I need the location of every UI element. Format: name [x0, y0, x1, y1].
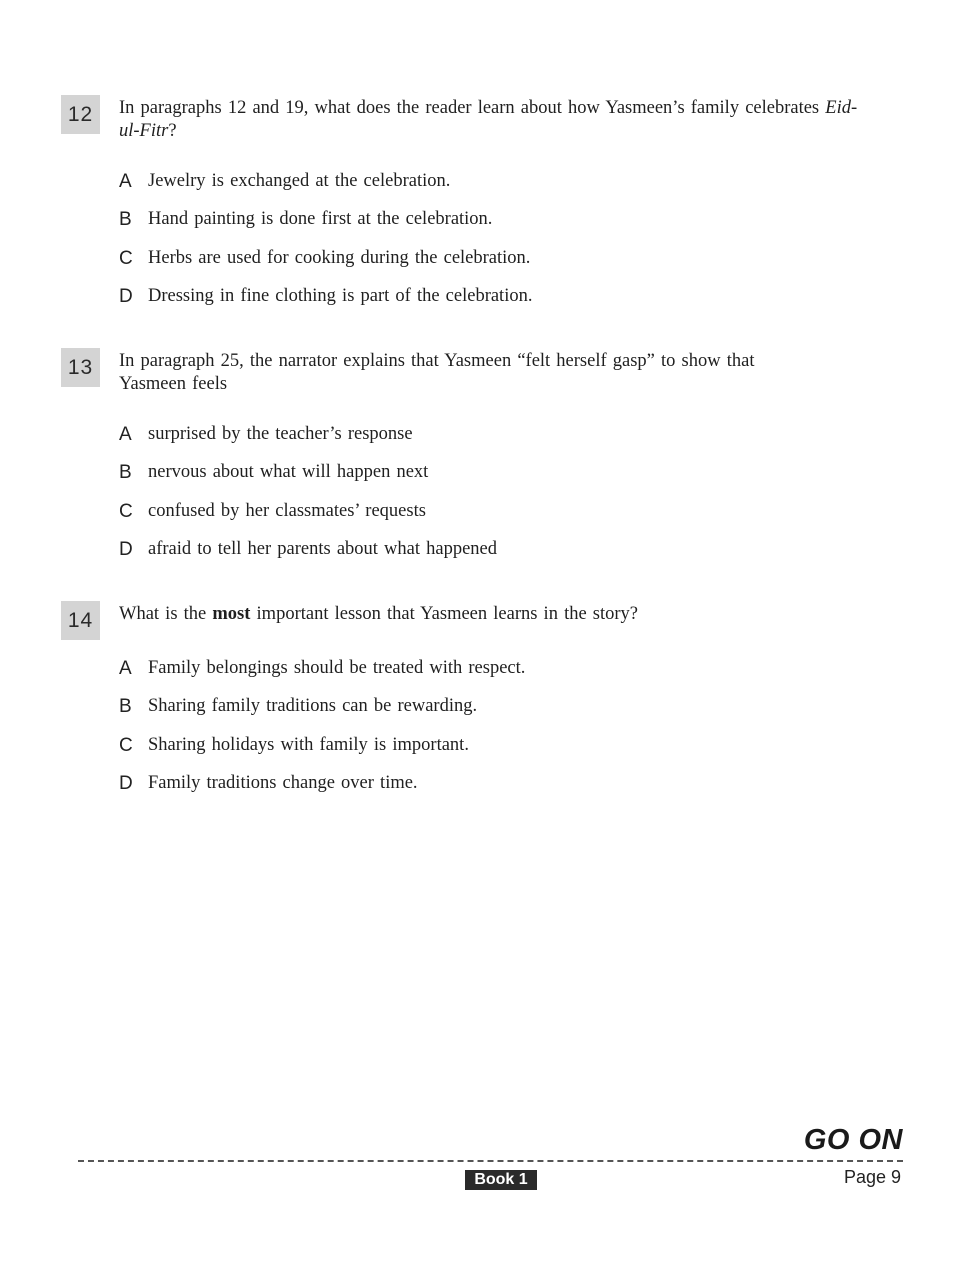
choice-text: Herbs are used for cooking during the celebration.	[148, 247, 531, 268]
choice-text: confused by her classmates’ requests	[148, 500, 426, 521]
book-label: Book 1	[465, 1170, 537, 1190]
choice-text: Hand painting is done first at the celebration.	[148, 209, 493, 230]
choice-letter: A	[119, 171, 132, 192]
choice-letter: A	[119, 424, 132, 445]
choice-letter: C	[119, 500, 133, 522]
answer-choices	[119, 170, 532, 323]
choice-letter: B	[119, 209, 132, 231]
stem-bold-text: most	[212, 604, 251, 624]
choice-letter: D	[119, 538, 133, 560]
answer-choices	[119, 423, 497, 576]
page-number: Page 9	[843, 1167, 901, 1187]
answer-choice-c[interactable]	[119, 734, 525, 772]
answer-choice-b[interactable]	[119, 461, 497, 499]
answer-choice-b[interactable]	[119, 208, 532, 246]
answer-choice-b[interactable]	[119, 695, 525, 733]
stem-text: In paragraphs 12 and 19, what does the reader learn about how Yasmeen’s family celebrates	[119, 98, 826, 118]
answer-choice-a[interactable]	[119, 423, 497, 461]
choice-letter: C	[119, 247, 133, 269]
answer-choice-c[interactable]	[119, 247, 532, 285]
question-stem	[119, 603, 864, 626]
answer-choice-d[interactable]	[119, 285, 532, 323]
choice-letter: C	[119, 734, 133, 756]
choice-text: surprised by the teacher’s response	[148, 424, 413, 444]
answer-choice-d[interactable]	[119, 538, 497, 576]
answer-choice-d[interactable]	[119, 772, 525, 810]
stem-italic-text: Eid-ul-Fitr	[119, 98, 858, 141]
choice-letter: B	[119, 462, 132, 484]
choice-letter: D	[119, 285, 133, 307]
question-number: 13	[61, 348, 100, 387]
answer-choice-a[interactable]	[119, 170, 532, 208]
answer-choice-c[interactable]	[119, 500, 497, 538]
answer-choice-a[interactable]	[119, 657, 525, 695]
choice-letter: B	[119, 696, 132, 718]
go-on-label: GO ON	[803, 1124, 903, 1156]
stem-text-end: important lesson that Yasmeen learns in the story?	[250, 604, 639, 624]
stem-text: What is the	[119, 604, 213, 624]
choice-text: Jewelry is exchanged at the celebration.	[148, 171, 451, 191]
choice-text: Sharing family traditions can be rewarding.	[148, 696, 478, 717]
question-number: 12	[61, 95, 100, 134]
choice-text: Family traditions change over time.	[148, 772, 418, 793]
choice-letter: A	[119, 658, 132, 679]
stem-text-end: ?	[168, 121, 177, 141]
question-stem: In paragraph 25, the narrator explains that Yasmeen “felt herself gasp” to show that Yasmeen feels	[119, 351, 755, 394]
choice-text: nervous about what will happen next	[148, 462, 429, 483]
choice-text: afraid to tell her parents about what happened	[148, 538, 498, 559]
question-stem	[119, 97, 864, 143]
choice-text: Dressing in fine clothing is part of the celebration.	[148, 285, 533, 306]
question-number: 14	[61, 601, 100, 640]
choice-text: Sharing holidays with family is important.	[148, 734, 469, 755]
choice-text: Family belongings should be treated with respect.	[148, 658, 526, 678]
answer-choices	[119, 657, 525, 810]
choice-letter: D	[119, 772, 133, 794]
footer-divider	[78, 1160, 903, 1162]
